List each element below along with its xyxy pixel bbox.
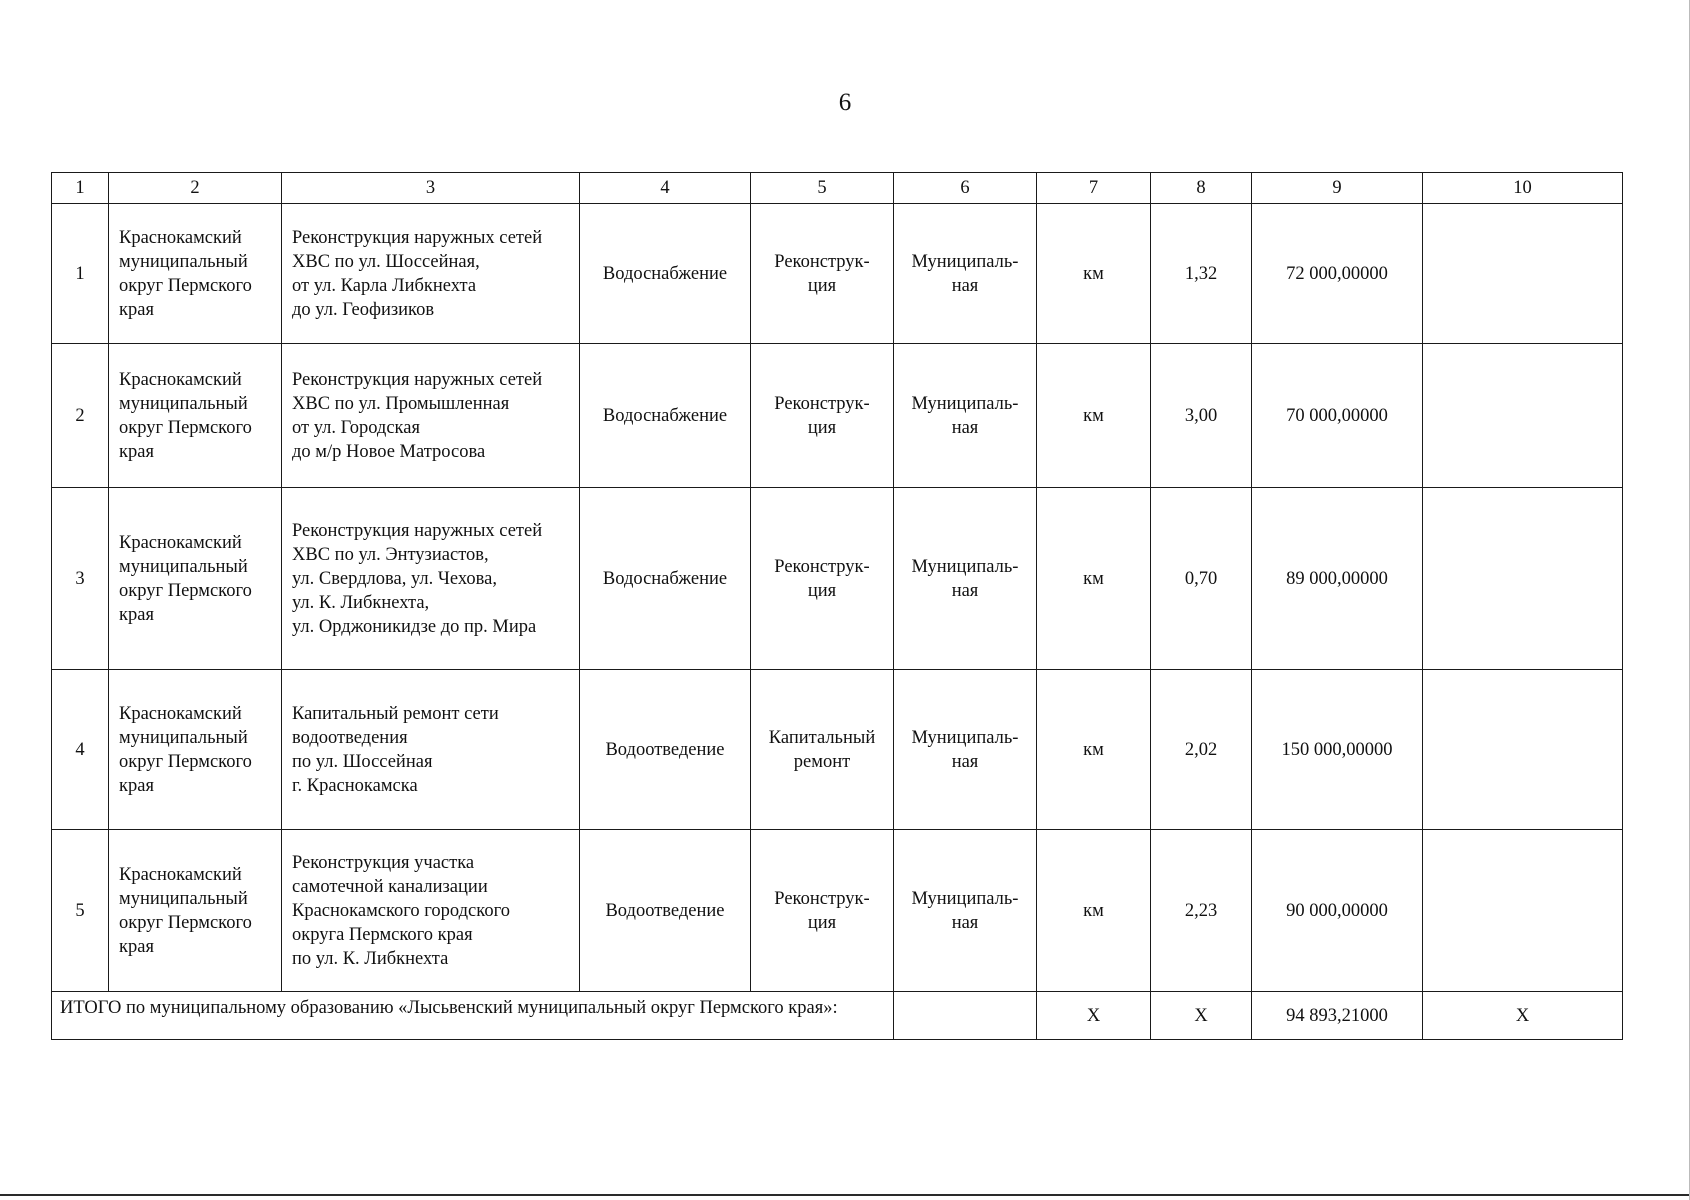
municipality-cell [109, 488, 282, 670]
municipality-cell [109, 670, 282, 830]
total-row [52, 992, 1623, 1040]
column-number-header-row [52, 173, 1623, 204]
unit-cell: км [1037, 344, 1151, 488]
note-cell [1423, 344, 1623, 488]
quantity-cell: 0,70 [1151, 488, 1252, 670]
row-number-cell: 5 [52, 830, 109, 992]
column-header-8: 8 [1151, 173, 1252, 204]
column-header-5: 5 [751, 173, 894, 204]
work-type-cell-line: ция [807, 580, 837, 601]
object-name-cell-line: Реконструкция наружных сетей [292, 520, 543, 541]
scan-bottom-edge [0, 1194, 1690, 1196]
total-col6-cell [894, 992, 1037, 1040]
unit-cell: км [1037, 204, 1151, 344]
total-col7-cell: X [1037, 992, 1151, 1040]
municipality-cell-line: муниципальный [119, 393, 248, 414]
object-name-cell-line: ХВС по ул. Шоссейная, [292, 251, 480, 272]
work-type-cell [751, 204, 894, 344]
work-type-cell-line: Реконструк- [774, 888, 870, 909]
row-number-cell: 1 [52, 204, 109, 344]
municipality-cell-line: муниципальный [119, 556, 248, 577]
municipality-cell-line: муниципальный [119, 251, 248, 272]
municipality-cell-line: Краснокамский [119, 703, 242, 724]
object-name-cell-line: водоотведения [292, 727, 408, 748]
object-name-cell [282, 204, 580, 344]
municipality-cell-line: края [119, 936, 154, 957]
column-header-9: 9 [1252, 173, 1423, 204]
object-name-cell-line: самотечной канализации [292, 876, 488, 897]
unit-cell: км [1037, 488, 1151, 670]
column-header-1: 1 [52, 173, 109, 204]
object-name-cell-line: ХВС по ул. Энтузиастов, [292, 544, 489, 565]
column-header-6: 6 [894, 173, 1037, 204]
work-type-cell-line: ция [807, 912, 837, 933]
object-name-cell-line: по ул. К. Либкнехта [292, 948, 449, 969]
quantity-cell: 2,02 [1151, 670, 1252, 830]
object-name-cell-line: от ул. Городская [292, 417, 420, 438]
total-cost-cell: 94 893,21000 [1252, 992, 1423, 1040]
object-name-cell-line: до ул. Геофизиков [292, 299, 435, 320]
row-number-cell: 2 [52, 344, 109, 488]
cost-cell: 70 000,00000 [1252, 344, 1423, 488]
ownership-cell-line: ная [951, 751, 979, 772]
column-header-3: 3 [282, 173, 580, 204]
ownership-cell-line: ная [951, 417, 979, 438]
sector-cell: Водоснабжение [580, 344, 751, 488]
municipality-cell-line: округ Пермского [119, 275, 252, 296]
quantity-cell: 3,00 [1151, 344, 1252, 488]
municipality-cell-line: округ Пермского [119, 417, 252, 438]
ownership-cell [894, 670, 1037, 830]
ownership-cell [894, 344, 1037, 488]
object-name-cell [282, 488, 580, 670]
table-row [52, 488, 1623, 670]
column-header-7: 7 [1037, 173, 1151, 204]
municipality-cell [109, 830, 282, 992]
note-cell [1423, 488, 1623, 670]
total-col10-cell: X [1423, 992, 1623, 1040]
ownership-cell-line: Муниципаль- [911, 393, 1019, 414]
object-name-cell-line: округа Пермского края [292, 924, 473, 945]
object-name-cell-line: от ул. Карла Либкнехта [292, 275, 477, 296]
cost-cell: 150 000,00000 [1252, 670, 1423, 830]
work-type-cell-line: Капитальный [768, 727, 876, 748]
municipality-cell-line: Краснокамский [119, 227, 242, 248]
municipality-cell-line: края [119, 604, 154, 625]
data-table [51, 172, 1623, 1040]
work-type-cell-line: ремонт [793, 751, 851, 772]
municipality-cell-line: края [119, 299, 154, 320]
ownership-cell-line: Муниципаль- [911, 251, 1019, 272]
sector-cell: Водоснабжение [580, 488, 751, 670]
ownership-cell-line: ная [951, 580, 979, 601]
column-header-4: 4 [580, 173, 751, 204]
total-label: ИТОГО по муниципальному образованию «Лысьвенский муниципальный округ Пермского края»: [52, 992, 894, 1040]
table-row [52, 344, 1623, 488]
ownership-cell [894, 204, 1037, 344]
work-type-cell-line: Реконструк- [774, 556, 870, 577]
object-name-cell [282, 344, 580, 488]
object-name-cell-line: ул. К. Либкнехта, [292, 592, 430, 613]
cost-cell: 72 000,00000 [1252, 204, 1423, 344]
municipality-cell-line: Краснокамский [119, 532, 242, 553]
work-type-cell-line: Реконструк- [774, 251, 870, 272]
work-type-cell-line: Реконструк- [774, 393, 870, 414]
object-name-cell-line: ХВС по ул. Промышленная [292, 393, 510, 414]
municipality-cell-line: муниципальный [119, 888, 248, 909]
municipality-cell-line: края [119, 441, 154, 462]
sector-cell: Водоотведение [580, 830, 751, 992]
cost-cell: 90 000,00000 [1252, 830, 1423, 992]
municipality-cell [109, 204, 282, 344]
sector-cell: Водоотведение [580, 670, 751, 830]
cost-cell: 89 000,00000 [1252, 488, 1423, 670]
work-type-cell [751, 488, 894, 670]
work-type-cell-line: ция [807, 417, 837, 438]
object-name-cell-line: Краснокамского городского [292, 900, 510, 921]
municipality-cell-line: муниципальный [119, 727, 248, 748]
object-name-cell-line: до м/р Новое Матросова [292, 441, 486, 462]
municipality-cell-line: округ Пермского [119, 751, 252, 772]
object-name-cell-line: ул. Свердлова, ул. Чехова, [292, 568, 497, 589]
municipality-cell-line: округ Пермского [119, 912, 252, 933]
work-type-cell [751, 670, 894, 830]
municipality-cell [109, 344, 282, 488]
work-type-cell-line: ция [807, 275, 837, 296]
row-number-cell: 4 [52, 670, 109, 830]
table-row [52, 830, 1623, 992]
quantity-cell: 1,32 [1151, 204, 1252, 344]
municipality-cell-line: округ Пермского [119, 580, 252, 601]
work-type-cell [751, 830, 894, 992]
table-row [52, 670, 1623, 830]
unit-cell: км [1037, 830, 1151, 992]
ownership-cell [894, 830, 1037, 992]
table-row [52, 204, 1623, 344]
object-name-cell-line: Реконструкция участка [292, 852, 475, 873]
ownership-cell-line: ная [951, 912, 979, 933]
object-name-cell-line: г. Краснокамска [292, 775, 418, 796]
ownership-cell [894, 488, 1037, 670]
total-col8-cell: X [1151, 992, 1252, 1040]
object-name-cell-line: Капитальный ремонт сети [292, 703, 499, 724]
sector-cell: Водоснабжение [580, 204, 751, 344]
object-name-cell-line: Реконструкция наружных сетей [292, 227, 543, 248]
municipality-cell-line: края [119, 775, 154, 796]
note-cell [1423, 830, 1623, 992]
ownership-cell-line: ная [951, 275, 979, 296]
ownership-cell-line: Муниципаль- [911, 727, 1019, 748]
note-cell [1423, 204, 1623, 344]
row-number-cell: 3 [52, 488, 109, 670]
work-type-cell [751, 344, 894, 488]
object-name-cell [282, 830, 580, 992]
ownership-cell-line: Муниципаль- [911, 888, 1019, 909]
unit-cell: км [1037, 670, 1151, 830]
column-header-2: 2 [109, 173, 282, 204]
column-header-10: 10 [1423, 173, 1623, 204]
municipality-cell-line: Краснокамский [119, 369, 242, 390]
object-name-cell-line: ул. Орджоникидзе до пр. Мира [292, 616, 537, 637]
object-name-cell-line: по ул. Шоссейная [292, 751, 433, 772]
quantity-cell: 2,23 [1151, 830, 1252, 992]
page-number: 6 [838, 89, 852, 116]
municipality-cell-line: Краснокамский [119, 864, 242, 885]
note-cell [1423, 670, 1623, 830]
object-name-cell-line: Реконструкция наружных сетей [292, 369, 543, 390]
object-name-cell [282, 670, 580, 830]
ownership-cell-line: Муниципаль- [911, 556, 1019, 577]
